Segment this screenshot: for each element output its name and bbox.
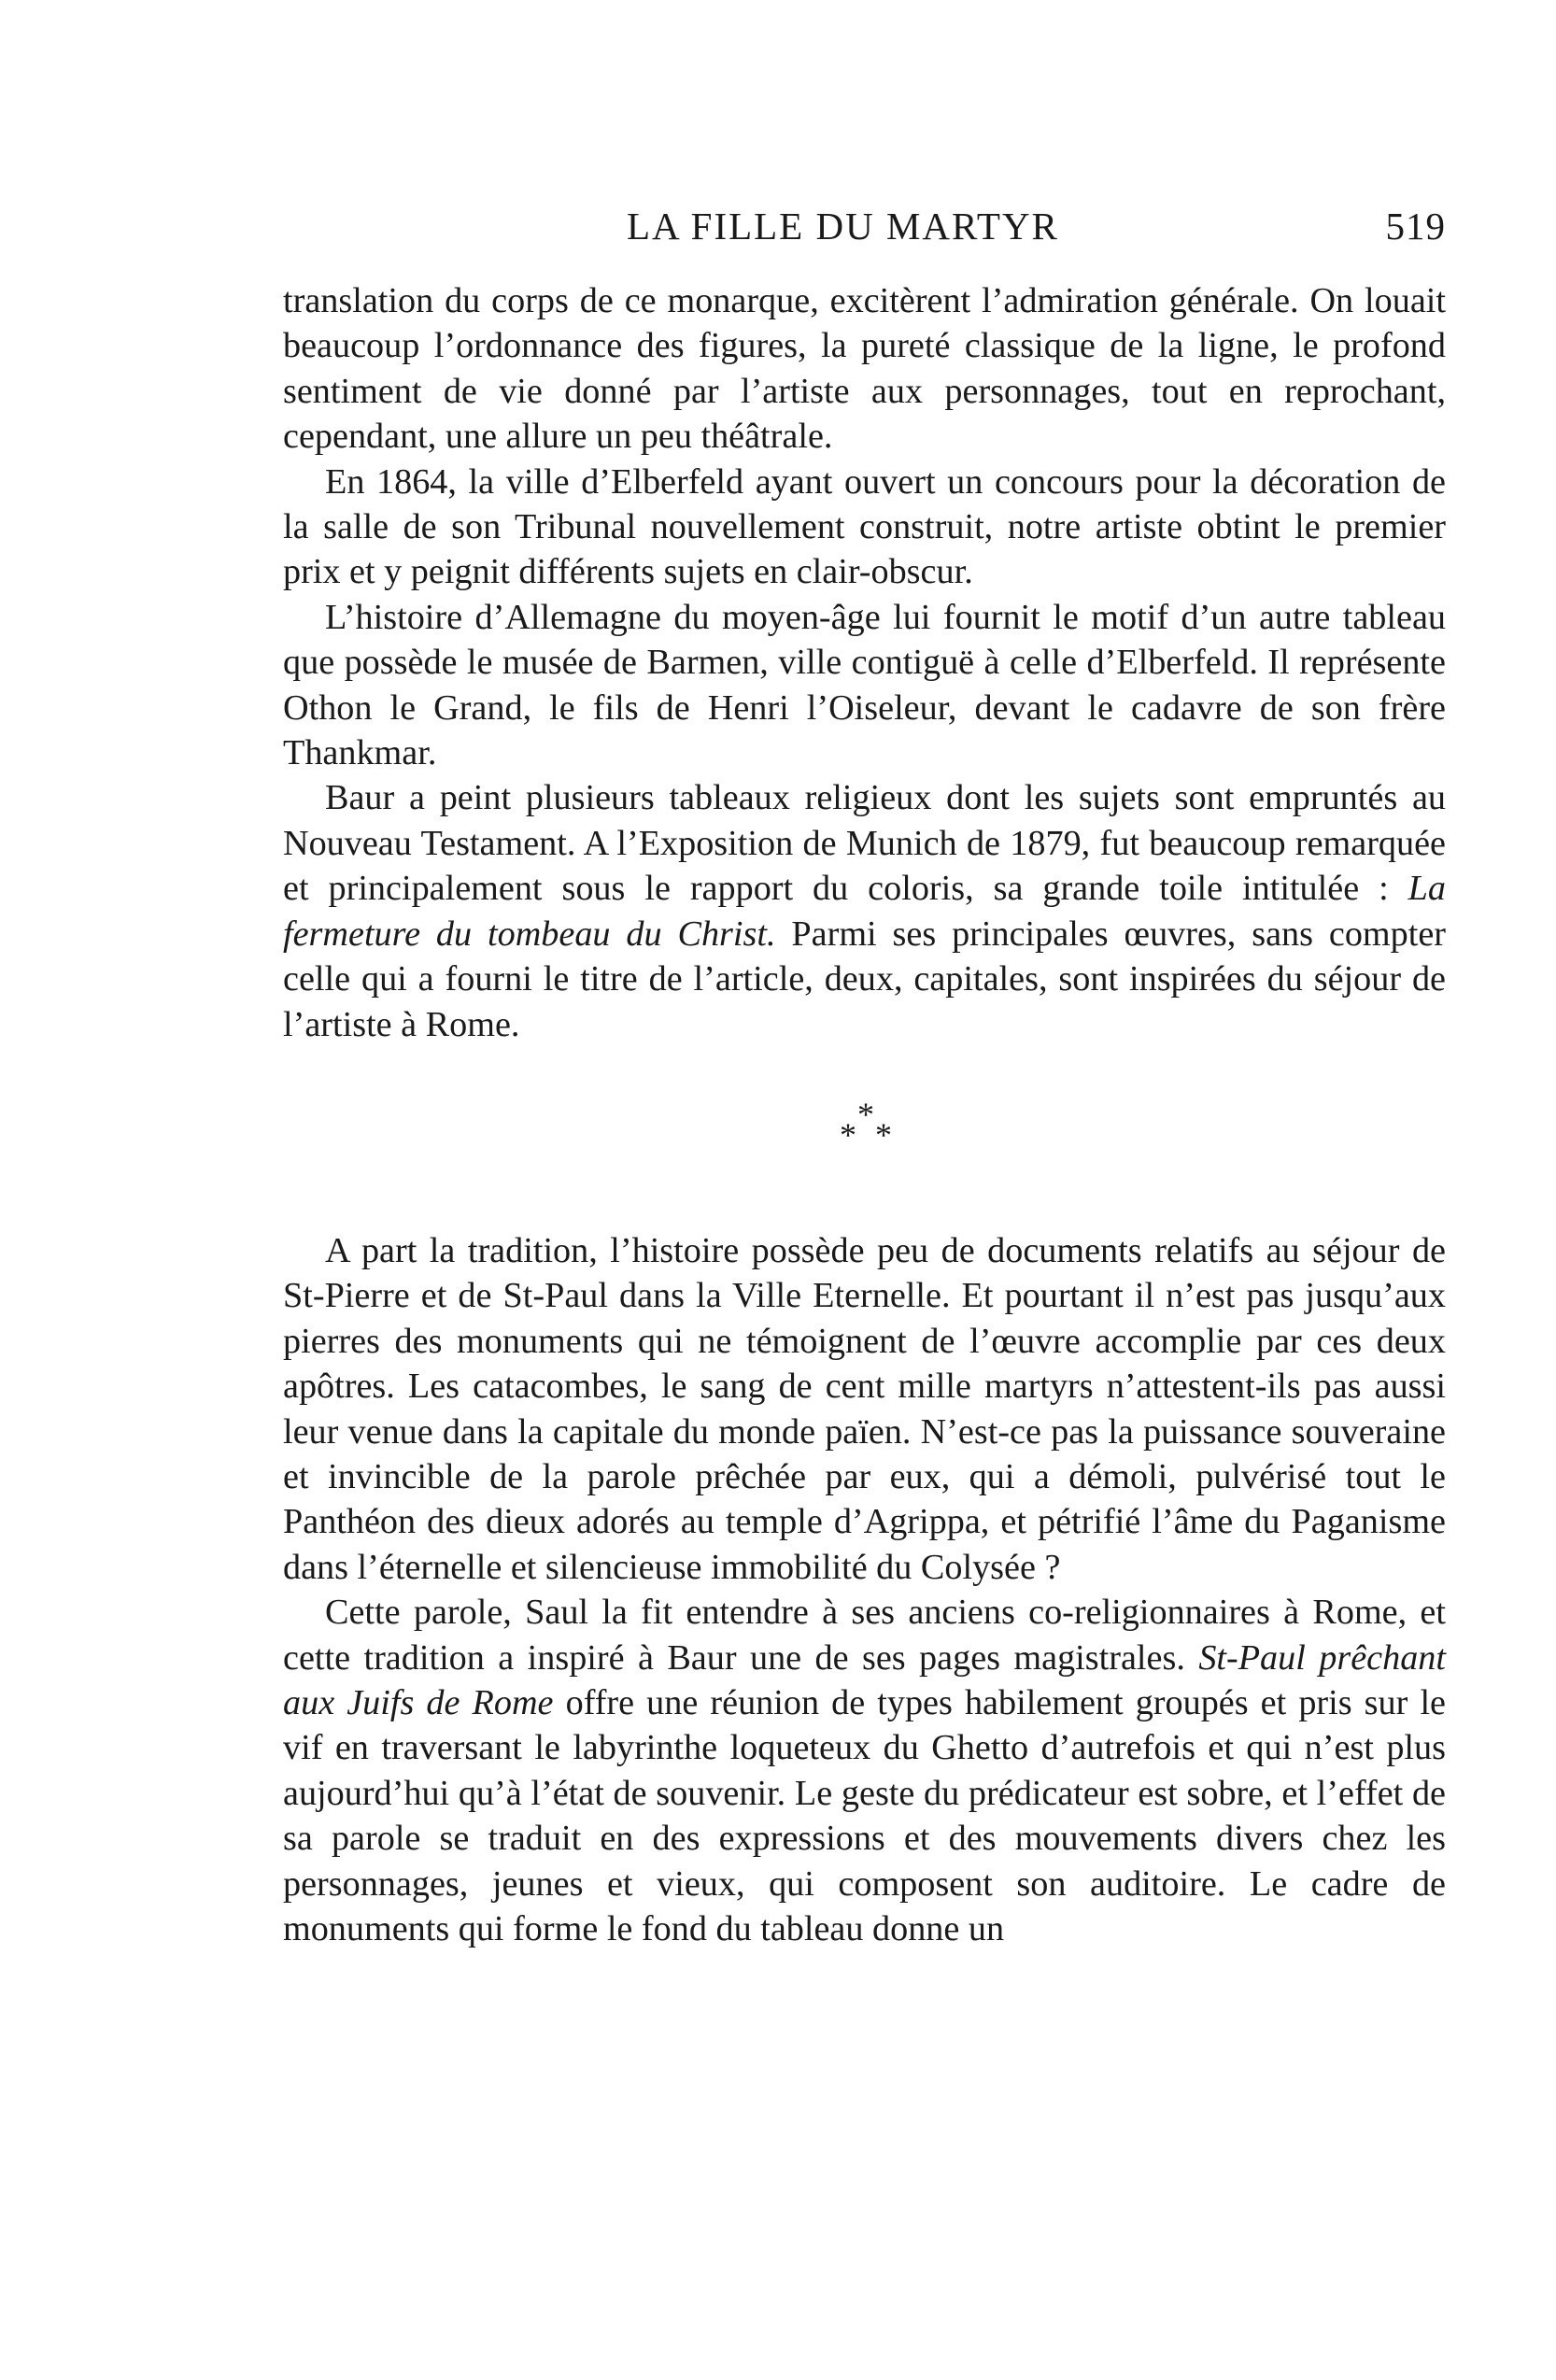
body-text <box>283 278 1446 1951</box>
running-head <box>283 204 1446 260</box>
paragraph: En 1864, la ville d’Elberfeld ayant ouvert un concours pour la décoration de la salle de son Tribunal nouvellement construit, notre artiste obtint le premier prix et y peignit différents sujets en clair-obscur. <box>283 461 1446 592</box>
page-number: 519 <box>1385 205 1446 248</box>
paragraph-text: offre une réunion de types habilement groupés et pris sur le vif en traversant le labyrinthe loqueteux du Ghetto d’autrefois et qui n’est plus aujourd’hui qu’à l’état de souvenir. Le geste du prédicateur est sobre, et l’effet de sa parole se traduit en des expressions et des mouvements divers chez les personnages, jeunes et vieux, qui composent son auditoire. Le cadre de monuments qui forme le fond du tableau donne un <box>283 1682 1446 1948</box>
artwork-title: La fermeture du tombeau du Christ. <box>283 869 1447 954</box>
paragraph: A part la tradition, l’histoire possède peu de documents relatifs au séjour de St-Pierre et de St-Paul dans la Ville Eternelle. Et pourtant il n’est pas jusqu’aux pierres des monuments qui ne témoignent de l’œuvre accomplie par ces deux apôtres. Les catacombes, le sang de cent mille martyrs n’attestent-ils pas aussi leur venue dans la capitale du monde païen. N’est-ce pas la puissance souveraine et invincible de la parole prêchée par eux, qui a démoli, pulvérisé tout le Panthéon des dieux adorés au temple d’Agrippa, et pétrifié l’âme du Paganisme dans l’éternelle et silencieuse immobilité du Colysée ? <box>283 1230 1446 1587</box>
paragraph-continued: translation du corps de ce monarque, excitèrent l’admiration générale. On louait beaucoup l’ordonnance des figures, la pureté classique de la ligne, le profond sentiment de vie donné par l’artiste aux personnages, tout en reprochant, cependant, une allure un peu théâtrale. <box>283 281 1446 457</box>
section-break-asterism <box>283 1092 1446 1215</box>
book-page <box>283 204 1446 1951</box>
running-title: LA FILLE DU MARTYR <box>627 205 1059 248</box>
paragraph-text: Parmi ses principales œuvres, sans compter celle qui a fourni le titre de l’article, deux, capitales, sont inspirées du séjour de l’artiste à Rome. <box>283 914 1446 1044</box>
paragraph <box>283 1590 1446 1951</box>
asterism-star: * <box>840 1115 856 1154</box>
artwork-title: St-Paul prêchant aux Juifs de Rome <box>283 1637 1447 1722</box>
paragraph: L’histoire d’Allemagne du moyen-âge lui fournit le motif d’un autre tableau que possède le musée de Barmen, ville contiguë à celle d’Elberfeld. Il représente Othon le Grand, le fils de Henri l’Oiseleur, devant le cadavre de son frère Thankmar. <box>283 597 1446 773</box>
paragraph-text: Baur a peint plusieurs tableaux religieux dont les sujets sont empruntés au Nouveau Testament. A l’Exposition de Munich de 1879, fut beaucoup remarquée et principalement sous le rapport du coloris, sa grande toile intitulée : <box>283 778 1446 909</box>
paragraph-text: Cette parole, Saul la fit entendre à ses anciens co-religionnaires à Rome, et cette tradition a inspiré à Baur une de ses pages magistrales. <box>283 1593 1446 1678</box>
asterism-star: * <box>857 1095 874 1133</box>
paragraph <box>283 775 1446 1046</box>
asterism-star: * <box>875 1115 892 1154</box>
